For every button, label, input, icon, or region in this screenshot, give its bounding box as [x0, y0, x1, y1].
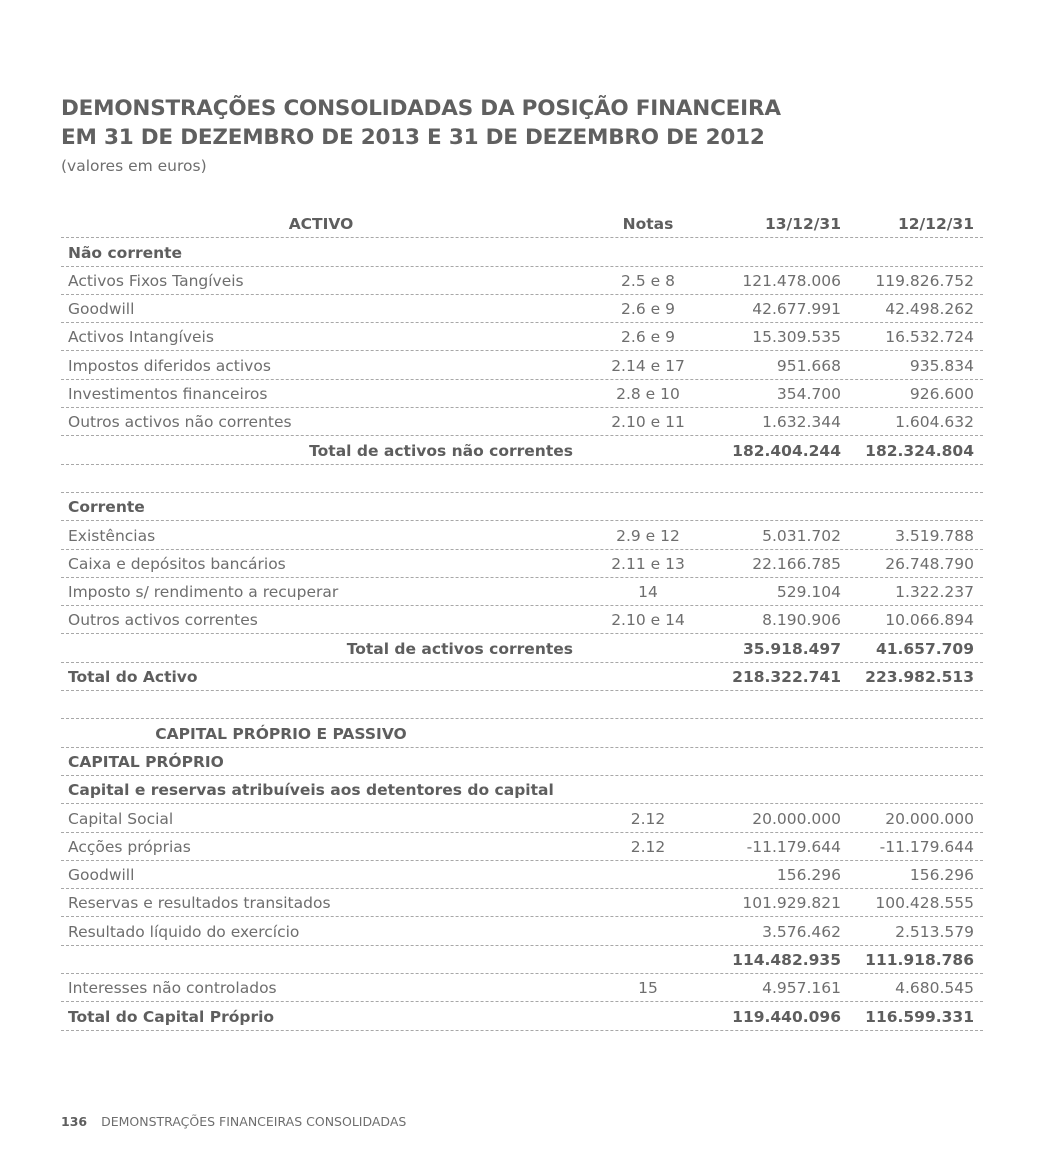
row-value-2013: 121.478.006	[742, 271, 841, 290]
row-value-2013: 354.700	[776, 385, 841, 404]
row-value-2012: 1.604.632	[895, 413, 974, 432]
header-activo: ACTIVO	[288, 215, 354, 234]
row-value-2012: 935.834	[909, 356, 974, 375]
table-row	[61, 776, 983, 804]
row-label: Capital Social	[68, 809, 174, 828]
page-title-line-1: DEMONSTRAÇÕES CONSOLIDADAS DA POSIÇÃO FINANCEIRA	[61, 96, 781, 121]
row-label: Total de activos correntes	[346, 639, 573, 658]
financial-position-table	[61, 210, 983, 1031]
table-row	[61, 323, 983, 351]
row-value-2013: 20.000.000	[752, 809, 841, 828]
row-value-2012: 10.066.894	[885, 611, 974, 630]
row-value-2012: 1.322.237	[895, 583, 974, 602]
row-value-2013: 22.166.785	[752, 554, 841, 573]
header-2012: 12/12/31	[897, 215, 974, 234]
table-row	[61, 804, 983, 832]
row-label: Goodwill	[68, 866, 135, 885]
table-header-row	[61, 210, 983, 238]
row-value-2013: 4.957.161	[762, 979, 841, 998]
row-value-2012: 26.748.790	[885, 554, 974, 573]
row-notes: 2.12	[630, 837, 666, 856]
row-value-2013: 114.482.935	[732, 951, 841, 970]
table-row	[61, 691, 983, 719]
table-row	[61, 436, 983, 464]
row-label: Impostos diferidos activos	[68, 356, 271, 375]
table-row	[61, 719, 983, 747]
table-row	[61, 663, 983, 691]
row-value-2012: 116.599.331	[865, 1007, 974, 1026]
row-label: Resultado líquido do exercício	[68, 922, 300, 941]
row-value-2012: 41.657.709	[875, 639, 974, 658]
row-notes: 14	[638, 583, 658, 602]
table-row	[61, 578, 983, 606]
page-title-line-2: EM 31 DE DEZEMBRO DE 2013 E 31 DE DEZEMBRO DE 2012	[61, 125, 765, 150]
row-value-2013: -11.179.644	[746, 837, 841, 856]
row-label: Capital e reservas atribuíveis aos detentores do capital	[68, 781, 554, 800]
table-row	[61, 917, 983, 945]
row-value-2013: 529.104	[776, 583, 841, 602]
row-value-2012: 3.519.788	[895, 526, 974, 545]
row-notes: 2.11 e 13	[611, 554, 685, 573]
row-value-2013: 5.031.702	[762, 526, 841, 545]
row-value-2013: 182.404.244	[732, 441, 841, 460]
table-row	[61, 550, 983, 578]
footer-section-title: DEMONSTRAÇÕES FINANCEIRAS CONSOLIDADAS	[101, 1114, 407, 1129]
row-notes: 2.12	[630, 809, 666, 828]
row-value-2013: 42.677.991	[752, 300, 841, 319]
row-value-2012: 111.918.786	[865, 951, 974, 970]
row-label: Acções próprias	[68, 837, 191, 856]
row-label: CAPITAL PRÓPRIO E PASSIVO	[155, 724, 407, 743]
row-value-2012: 119.826.752	[875, 271, 974, 290]
row-value-2012: 2.513.579	[895, 922, 974, 941]
table-row	[61, 946, 983, 974]
table-row	[61, 861, 983, 889]
page-footer	[61, 1114, 406, 1129]
row-label: Imposto s/ rendimento a recuperar	[68, 583, 339, 602]
table-row	[61, 748, 983, 776]
row-label: Total de activos não correntes	[309, 441, 573, 460]
header-notas: Notas	[622, 215, 674, 234]
row-notes: 2.10 e 14	[611, 611, 685, 630]
table-row	[61, 351, 983, 379]
row-notes: 2.8 e 10	[616, 385, 680, 404]
table-row	[61, 889, 983, 917]
row-label: Total do Capital Próprio	[68, 1007, 275, 1026]
units-note: (valores em euros)	[61, 157, 207, 175]
row-notes: 2.6 e 9	[621, 300, 675, 319]
page-title	[61, 94, 781, 152]
row-notes: 2.14 e 17	[611, 356, 685, 375]
row-value-2013: 218.322.741	[732, 668, 841, 687]
row-label: Activos Intangíveis	[68, 328, 214, 347]
row-value-2012: 16.532.724	[885, 328, 974, 347]
row-label: Total do Activo	[68, 668, 198, 687]
row-label: Não corrente	[68, 243, 183, 262]
table-row	[61, 1002, 983, 1030]
table-row	[61, 267, 983, 295]
row-label: Outros activos correntes	[68, 611, 258, 630]
table-row	[61, 408, 983, 436]
row-label: Investimentos financeiros	[68, 385, 268, 404]
row-notes: 15	[638, 979, 658, 998]
row-value-2012: 100.428.555	[875, 894, 974, 913]
row-value-2012: 926.600	[909, 385, 974, 404]
table-row	[61, 974, 983, 1002]
row-value-2012: 156.296	[909, 866, 974, 885]
row-label: Caixa e depósitos bancários	[68, 554, 286, 573]
table-row	[61, 634, 983, 662]
table-row	[61, 238, 983, 266]
row-value-2013: 35.918.497	[742, 639, 841, 658]
row-label: Existências	[68, 526, 156, 545]
row-label: Outros activos não correntes	[68, 413, 292, 432]
row-label: Activos Fixos Tangíveis	[68, 271, 244, 290]
table-body	[61, 238, 983, 1030]
table-row	[61, 493, 983, 521]
row-value-2012: 223.982.513	[865, 668, 974, 687]
table-row	[61, 833, 983, 861]
table-row	[61, 295, 983, 323]
row-label: Corrente	[68, 498, 145, 517]
table-row	[61, 380, 983, 408]
row-value-2013: 1.632.344	[762, 413, 841, 432]
row-value-2013: 101.929.821	[742, 894, 841, 913]
row-label: CAPITAL PRÓPRIO	[68, 752, 224, 771]
table-row	[61, 606, 983, 634]
row-label: Goodwill	[68, 300, 135, 319]
row-value-2013: 15.309.535	[752, 328, 841, 347]
row-value-2012: 42.498.262	[885, 300, 974, 319]
table-row	[61, 521, 983, 549]
row-value-2012: 20.000.000	[885, 809, 974, 828]
row-notes: 2.6 e 9	[621, 328, 675, 347]
row-label: Reservas e resultados transitados	[68, 894, 331, 913]
page-number: 136	[61, 1114, 88, 1129]
row-value-2012: -11.179.644	[879, 837, 974, 856]
header-2013: 13/12/31	[764, 215, 841, 234]
row-value-2012: 182.324.804	[865, 441, 974, 460]
row-notes: 2.9 e 12	[616, 526, 680, 545]
row-value-2013: 119.440.096	[732, 1007, 841, 1026]
row-label: Interesses não controlados	[68, 979, 277, 998]
row-notes: 2.10 e 11	[611, 413, 685, 432]
row-value-2013: 8.190.906	[762, 611, 841, 630]
row-value-2013: 951.668	[776, 356, 841, 375]
row-value-2013: 3.576.462	[762, 922, 841, 941]
table-row	[61, 465, 983, 493]
row-notes: 2.5 e 8	[621, 271, 675, 290]
row-value-2013: 156.296	[776, 866, 841, 885]
row-value-2012: 4.680.545	[895, 979, 974, 998]
